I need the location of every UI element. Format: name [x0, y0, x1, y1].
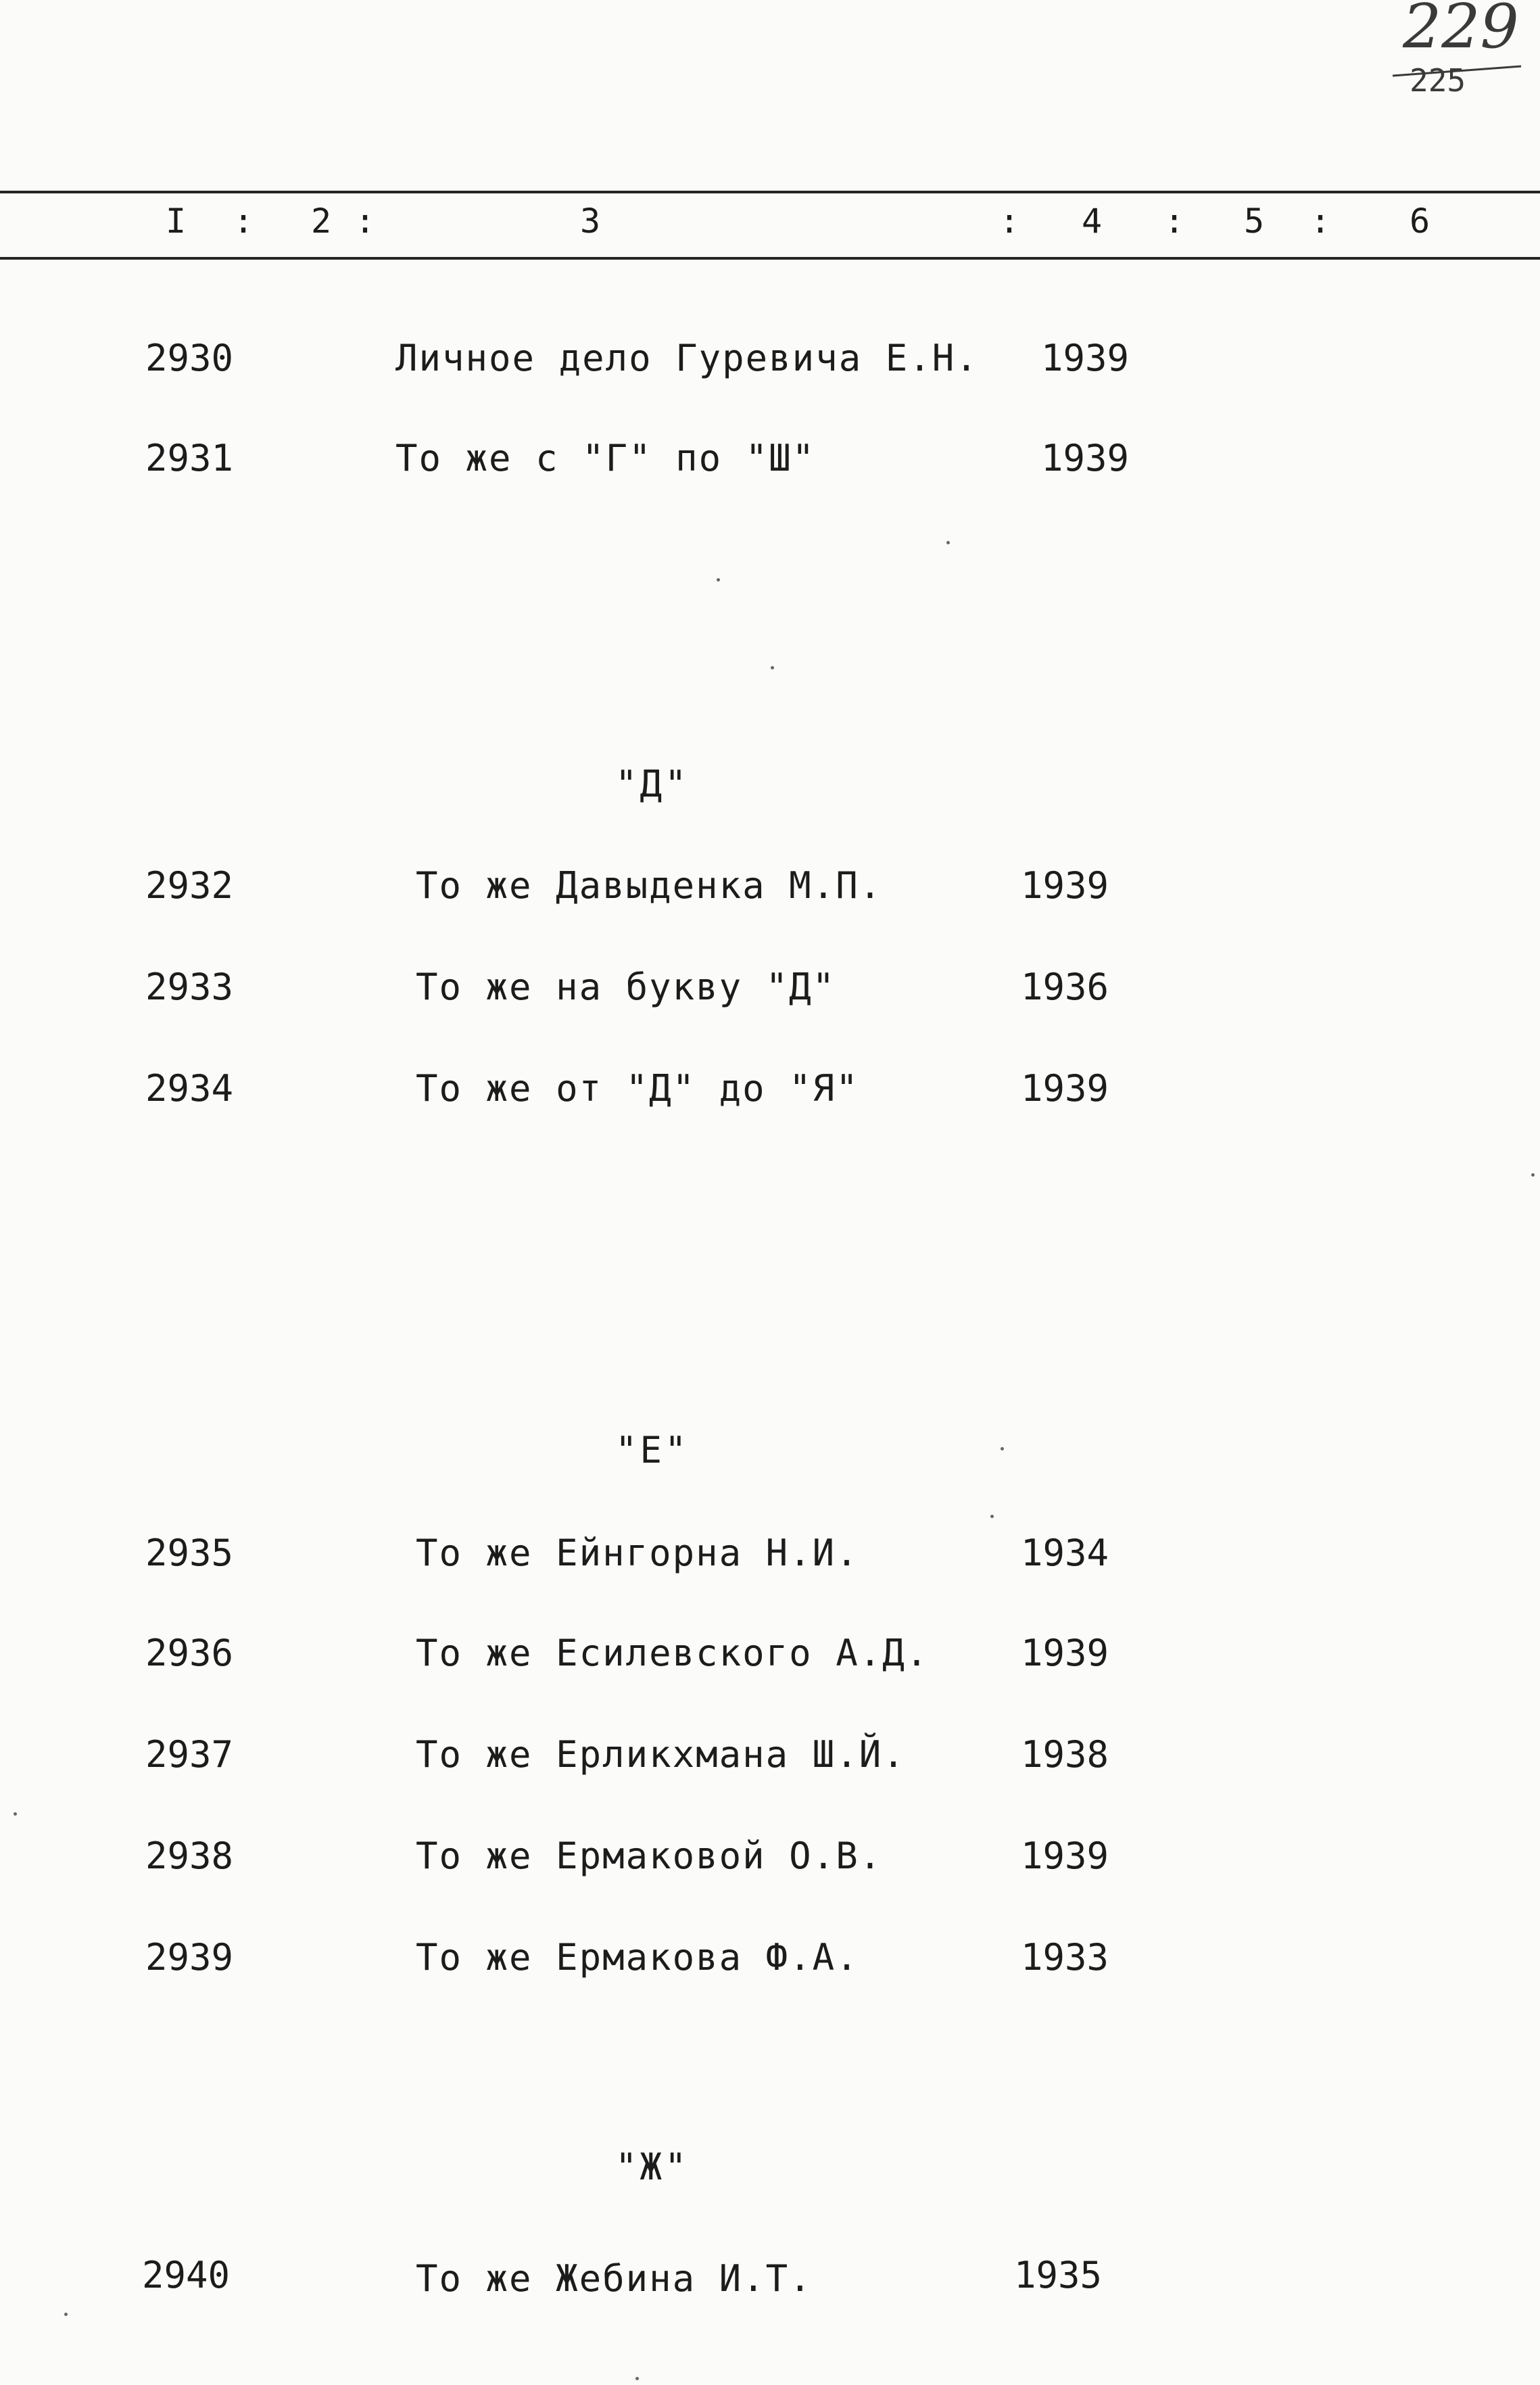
col-sep: : — [999, 202, 1024, 241]
entry-number: 2930 — [145, 337, 234, 379]
entry-title: То же от "Д" до "Я" — [416, 1067, 859, 1110]
col-header-6: 6 — [1410, 202, 1435, 241]
entry-number: 2933 — [145, 966, 234, 1008]
entry-year: 1936 — [1021, 966, 1109, 1008]
entry-year: 1939 — [1021, 1067, 1109, 1110]
entry-number: 2936 — [145, 1632, 234, 1674]
entry-year: 1939 — [1021, 864, 1109, 907]
entry-title: То же Жебина И.Т. — [416, 2257, 813, 2300]
entry-title: То же Ейнгорна Н.И. — [416, 1532, 859, 1574]
speck — [14, 1812, 17, 1816]
entry-number: 2935 — [145, 1532, 234, 1574]
speck — [64, 2313, 68, 2316]
entry-year: 1935 — [1014, 2254, 1103, 2296]
entry-title: То же Есилевского А.Д. — [416, 1632, 930, 1674]
col-header-1: I — [166, 202, 191, 241]
speck — [1001, 1447, 1004, 1450]
entry-year: 1939 — [1041, 437, 1130, 479]
speck — [717, 578, 720, 582]
speck — [946, 541, 950, 544]
col-sep: : — [233, 202, 258, 241]
col-sep: : — [1310, 202, 1335, 241]
col-header-3: 3 — [580, 202, 605, 241]
col-header-5: 5 — [1244, 202, 1269, 241]
section-letter: "Е" — [615, 1429, 690, 1471]
entry-title: То же Ерликхмана Ш.Й. — [416, 1733, 906, 1776]
col-sep: : — [1164, 202, 1189, 241]
col-header-2: 2 — [311, 202, 336, 241]
section-letter: "Ж" — [615, 2146, 690, 2188]
entry-title: То же на букву "Д" — [416, 966, 836, 1008]
entry-number: 2931 — [145, 437, 234, 479]
entry-number: 2934 — [145, 1067, 234, 1110]
entry-year: 1933 — [1021, 1936, 1109, 1979]
speck — [1531, 1173, 1535, 1177]
entry-year: 1939 — [1021, 1835, 1109, 1877]
entry-title: То же Ермакова Ф.А. — [416, 1936, 859, 1979]
entry-title: То же Ермаковой О.В. — [416, 1835, 883, 1877]
entry-number: 2938 — [145, 1835, 234, 1877]
handwritten-page-number: 229 — [1403, 0, 1519, 62]
speck — [635, 2377, 639, 2380]
entry-year: 1938 — [1021, 1733, 1109, 1776]
entry-number: 2940 — [142, 2254, 231, 2296]
entry-number: 2932 — [145, 864, 234, 907]
stamped-page-number: 225 — [1410, 62, 1466, 99]
entry-year: 1939 — [1041, 337, 1130, 379]
entry-title: То же с "Г" по "Ш" — [395, 437, 816, 479]
entry-title: Личное дело Гуревича Е.Н. — [395, 337, 979, 379]
col-header-4: 4 — [1082, 202, 1107, 241]
entry-number: 2937 — [145, 1733, 234, 1776]
entry-year: 1939 — [1021, 1632, 1109, 1674]
col-sep: : — [355, 202, 380, 241]
speck — [771, 666, 774, 669]
entry-number: 2939 — [145, 1936, 234, 1979]
section-letter: "Д" — [615, 763, 690, 805]
entry-year: 1934 — [1021, 1532, 1109, 1574]
speck — [990, 1515, 994, 1518]
entry-title: То же Давыденка М.П. — [416, 864, 883, 907]
